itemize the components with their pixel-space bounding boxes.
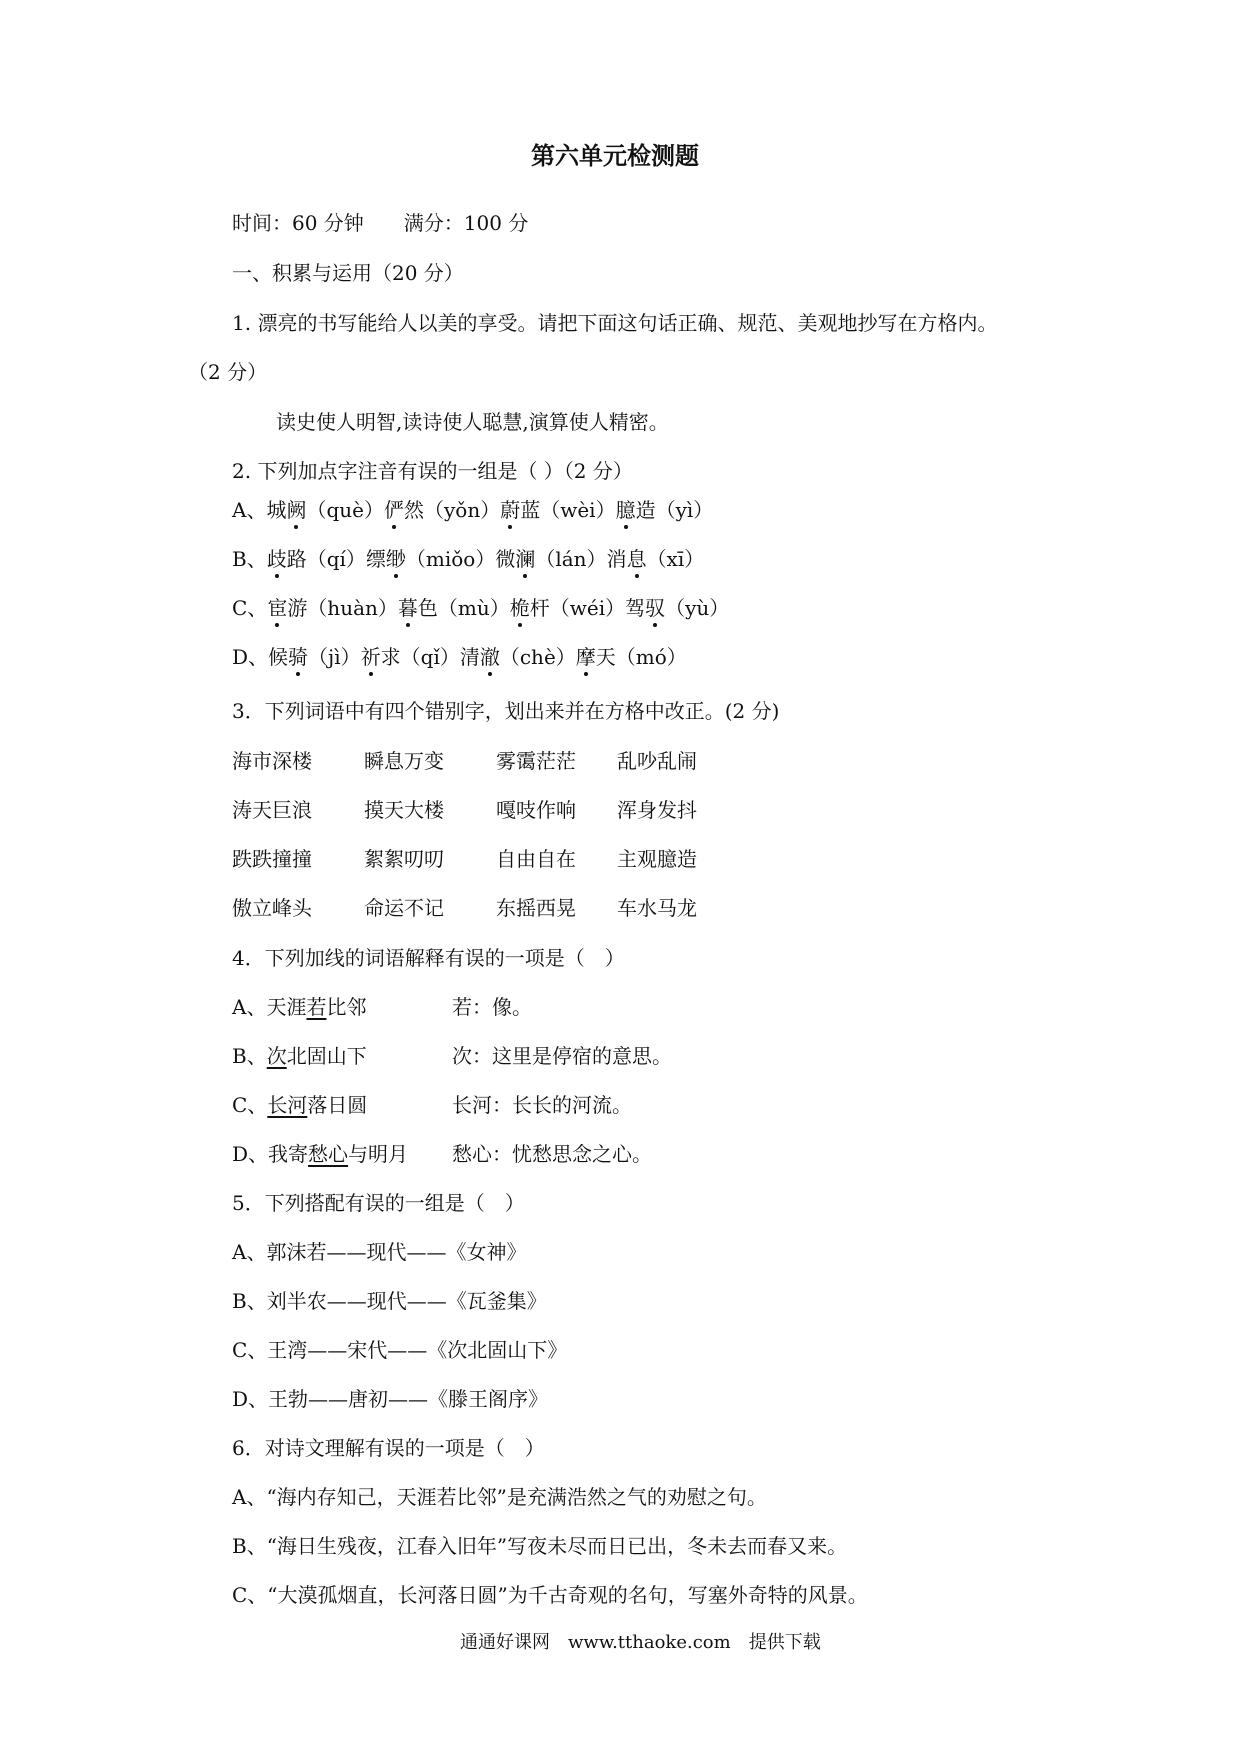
page-title: 第六单元检测题 bbox=[531, 142, 699, 170]
q2-option-b bbox=[232, 545, 704, 573]
option-text: （chè） bbox=[499, 645, 576, 669]
word-cell: 瞬息万变 bbox=[364, 749, 444, 773]
q2-stem: 2. 下列加点字注音有误的一组是（ ）（2 分） bbox=[232, 459, 633, 483]
q2-option-d bbox=[232, 643, 687, 671]
q3-stem: 3．下列词语中有四个错别字，划出来并在方格中改正。(2 分) bbox=[232, 699, 780, 723]
option-text: （xī） bbox=[646, 547, 705, 571]
underlined-word: 若 bbox=[306, 995, 327, 1019]
word-cell: 东摇西晃 bbox=[496, 896, 576, 920]
q4-option-b bbox=[232, 1042, 367, 1070]
option-text: B、 bbox=[232, 547, 267, 571]
word-cell: 自由自在 bbox=[496, 847, 576, 871]
dotted-char: 祈 bbox=[360, 645, 381, 669]
option-text: 游（huàn） bbox=[287, 596, 398, 620]
option-text: D、我寄 bbox=[232, 1142, 309, 1166]
q1-stem: 1. 漂亮的书写能给人以美的享受。请把下面这句话正确、规范、美观地抄写在方格内。 bbox=[232, 311, 998, 335]
exam-meta: 时间：60 分钟 满分：100 分 bbox=[232, 211, 529, 235]
q4-option-a bbox=[232, 993, 366, 1021]
option-text: 北固山下 bbox=[286, 1044, 367, 1068]
option-text: B、 bbox=[232, 1044, 267, 1068]
word-cell: 车水马龙 bbox=[617, 896, 697, 920]
q1-score: （2 分） bbox=[188, 360, 268, 384]
word-cell: 命运不记 bbox=[364, 896, 444, 920]
option-text: 造（yì） bbox=[635, 498, 714, 522]
section-heading: 一、积累与运用（20 分） bbox=[232, 261, 464, 285]
dotted-char: 澜 bbox=[515, 547, 536, 571]
option-text: （yù） bbox=[665, 596, 730, 620]
option-text: 路（qí）缥 bbox=[286, 547, 386, 571]
dotted-char: 桅 bbox=[509, 596, 530, 620]
underlined-word: 愁心 bbox=[308, 1142, 349, 1166]
dotted-char: 歧 bbox=[266, 547, 287, 571]
dotted-char: 骑 bbox=[288, 645, 309, 669]
option-text: （què） bbox=[306, 498, 384, 522]
dotted-char: 俨 bbox=[383, 498, 404, 522]
q6-option-a: A、“海内存知己，天涯若比邻”是充满浩然之气的劝慰之句。 bbox=[232, 1485, 767, 1509]
option-text: 蓝（wèi） bbox=[520, 498, 616, 522]
dotted-char: 阙 bbox=[286, 498, 307, 522]
option-text: A、城 bbox=[232, 498, 287, 522]
option-text: C、 bbox=[232, 1093, 268, 1117]
q5-stem: 5．下列搭配有误的一组是（ ） bbox=[232, 1191, 525, 1215]
option-text: D、候 bbox=[232, 645, 289, 669]
q4-explanation-b: 次：这里是停宿的意思。 bbox=[452, 1044, 672, 1068]
option-text: 落日圆 bbox=[307, 1093, 368, 1117]
option-text: （miǒo）微 bbox=[405, 547, 516, 571]
option-text: 比邻 bbox=[326, 995, 367, 1019]
word-cell: 雾霭茫茫 bbox=[496, 749, 576, 773]
option-text: （lán）消 bbox=[535, 547, 627, 571]
option-text: A、天涯 bbox=[232, 995, 307, 1019]
word-cell: 嘎吱作响 bbox=[496, 798, 576, 822]
underlined-word: 长河 bbox=[267, 1093, 308, 1117]
q4-explanation-d: 愁心：忧愁思念之心。 bbox=[452, 1142, 652, 1166]
q4-option-d bbox=[232, 1140, 408, 1168]
dotted-char: 澈 bbox=[479, 645, 500, 669]
option-text: （jì） bbox=[308, 645, 361, 669]
word-cell: 浑身发抖 bbox=[617, 798, 697, 822]
option-text: C、 bbox=[232, 596, 268, 620]
dotted-char: 蔚 bbox=[500, 498, 521, 522]
option-text: 与明月 bbox=[348, 1142, 409, 1166]
dotted-char: 宦 bbox=[267, 596, 288, 620]
option-text: 杆（wéi）驾 bbox=[529, 596, 646, 620]
dotted-char: 暮 bbox=[397, 596, 418, 620]
option-text: 然（yǒn） bbox=[403, 498, 501, 522]
word-cell: 海市深楼 bbox=[232, 749, 312, 773]
word-cell: 傲立峰头 bbox=[232, 896, 312, 920]
word-cell: 主观臆造 bbox=[617, 847, 697, 871]
option-text: 色（mù） bbox=[417, 596, 510, 620]
dotted-char: 摩 bbox=[575, 645, 596, 669]
dotted-char: 驭 bbox=[645, 596, 666, 620]
q4-stem: 4．下列加线的词语解释有误的一项是（ ） bbox=[232, 946, 625, 970]
q6-option-c: C、“大漠孤烟直，长河落日圆”为千古奇观的名句，写塞外奇特的风景。 bbox=[232, 1583, 868, 1607]
q4-explanation-a: 若：像。 bbox=[452, 995, 532, 1019]
option-text: 求（qǐ）清 bbox=[380, 645, 480, 669]
q5-option-d: D、王勃——唐初——《滕王阁序》 bbox=[232, 1387, 549, 1411]
word-cell: 絮絮叨叨 bbox=[364, 847, 444, 871]
dotted-char: 臆 bbox=[615, 498, 636, 522]
q4-option-c bbox=[232, 1091, 367, 1119]
dotted-char: 缈 bbox=[385, 547, 406, 571]
option-text: 天（mó） bbox=[595, 645, 687, 669]
word-cell: 跌跌撞撞 bbox=[232, 847, 312, 871]
q1-sentence: 读史使人明智,读诗使人聪慧,演算使人精密。 bbox=[276, 410, 669, 434]
word-cell: 乱吵乱闹 bbox=[617, 749, 697, 773]
q4-explanation-c: 长河：长长的河流。 bbox=[452, 1093, 632, 1117]
q6-option-b: B、“海日生残夜，江春入旧年”写夜未尽而日已出，冬未去而春又来。 bbox=[232, 1534, 848, 1558]
underlined-word: 次 bbox=[266, 1044, 287, 1068]
q5-option-a: A、郭沫若——现代——《女神》 bbox=[232, 1240, 527, 1264]
dotted-char: 息 bbox=[626, 547, 647, 571]
word-cell: 摸天大楼 bbox=[364, 798, 444, 822]
q5-option-c: C、王湾——宋代——《次北固山下》 bbox=[232, 1338, 568, 1362]
page-footer: 通通好课网 www.tthaoke.com 提供下载 bbox=[460, 1632, 821, 1653]
q2-option-a bbox=[232, 496, 713, 524]
word-cell: 涛天巨浪 bbox=[232, 798, 312, 822]
q2-option-c bbox=[232, 594, 729, 622]
q6-stem: 6．对诗文理解有误的一项是（ ） bbox=[232, 1436, 545, 1460]
q5-option-b: B、刘半农——现代——《瓦釜集》 bbox=[232, 1289, 547, 1313]
